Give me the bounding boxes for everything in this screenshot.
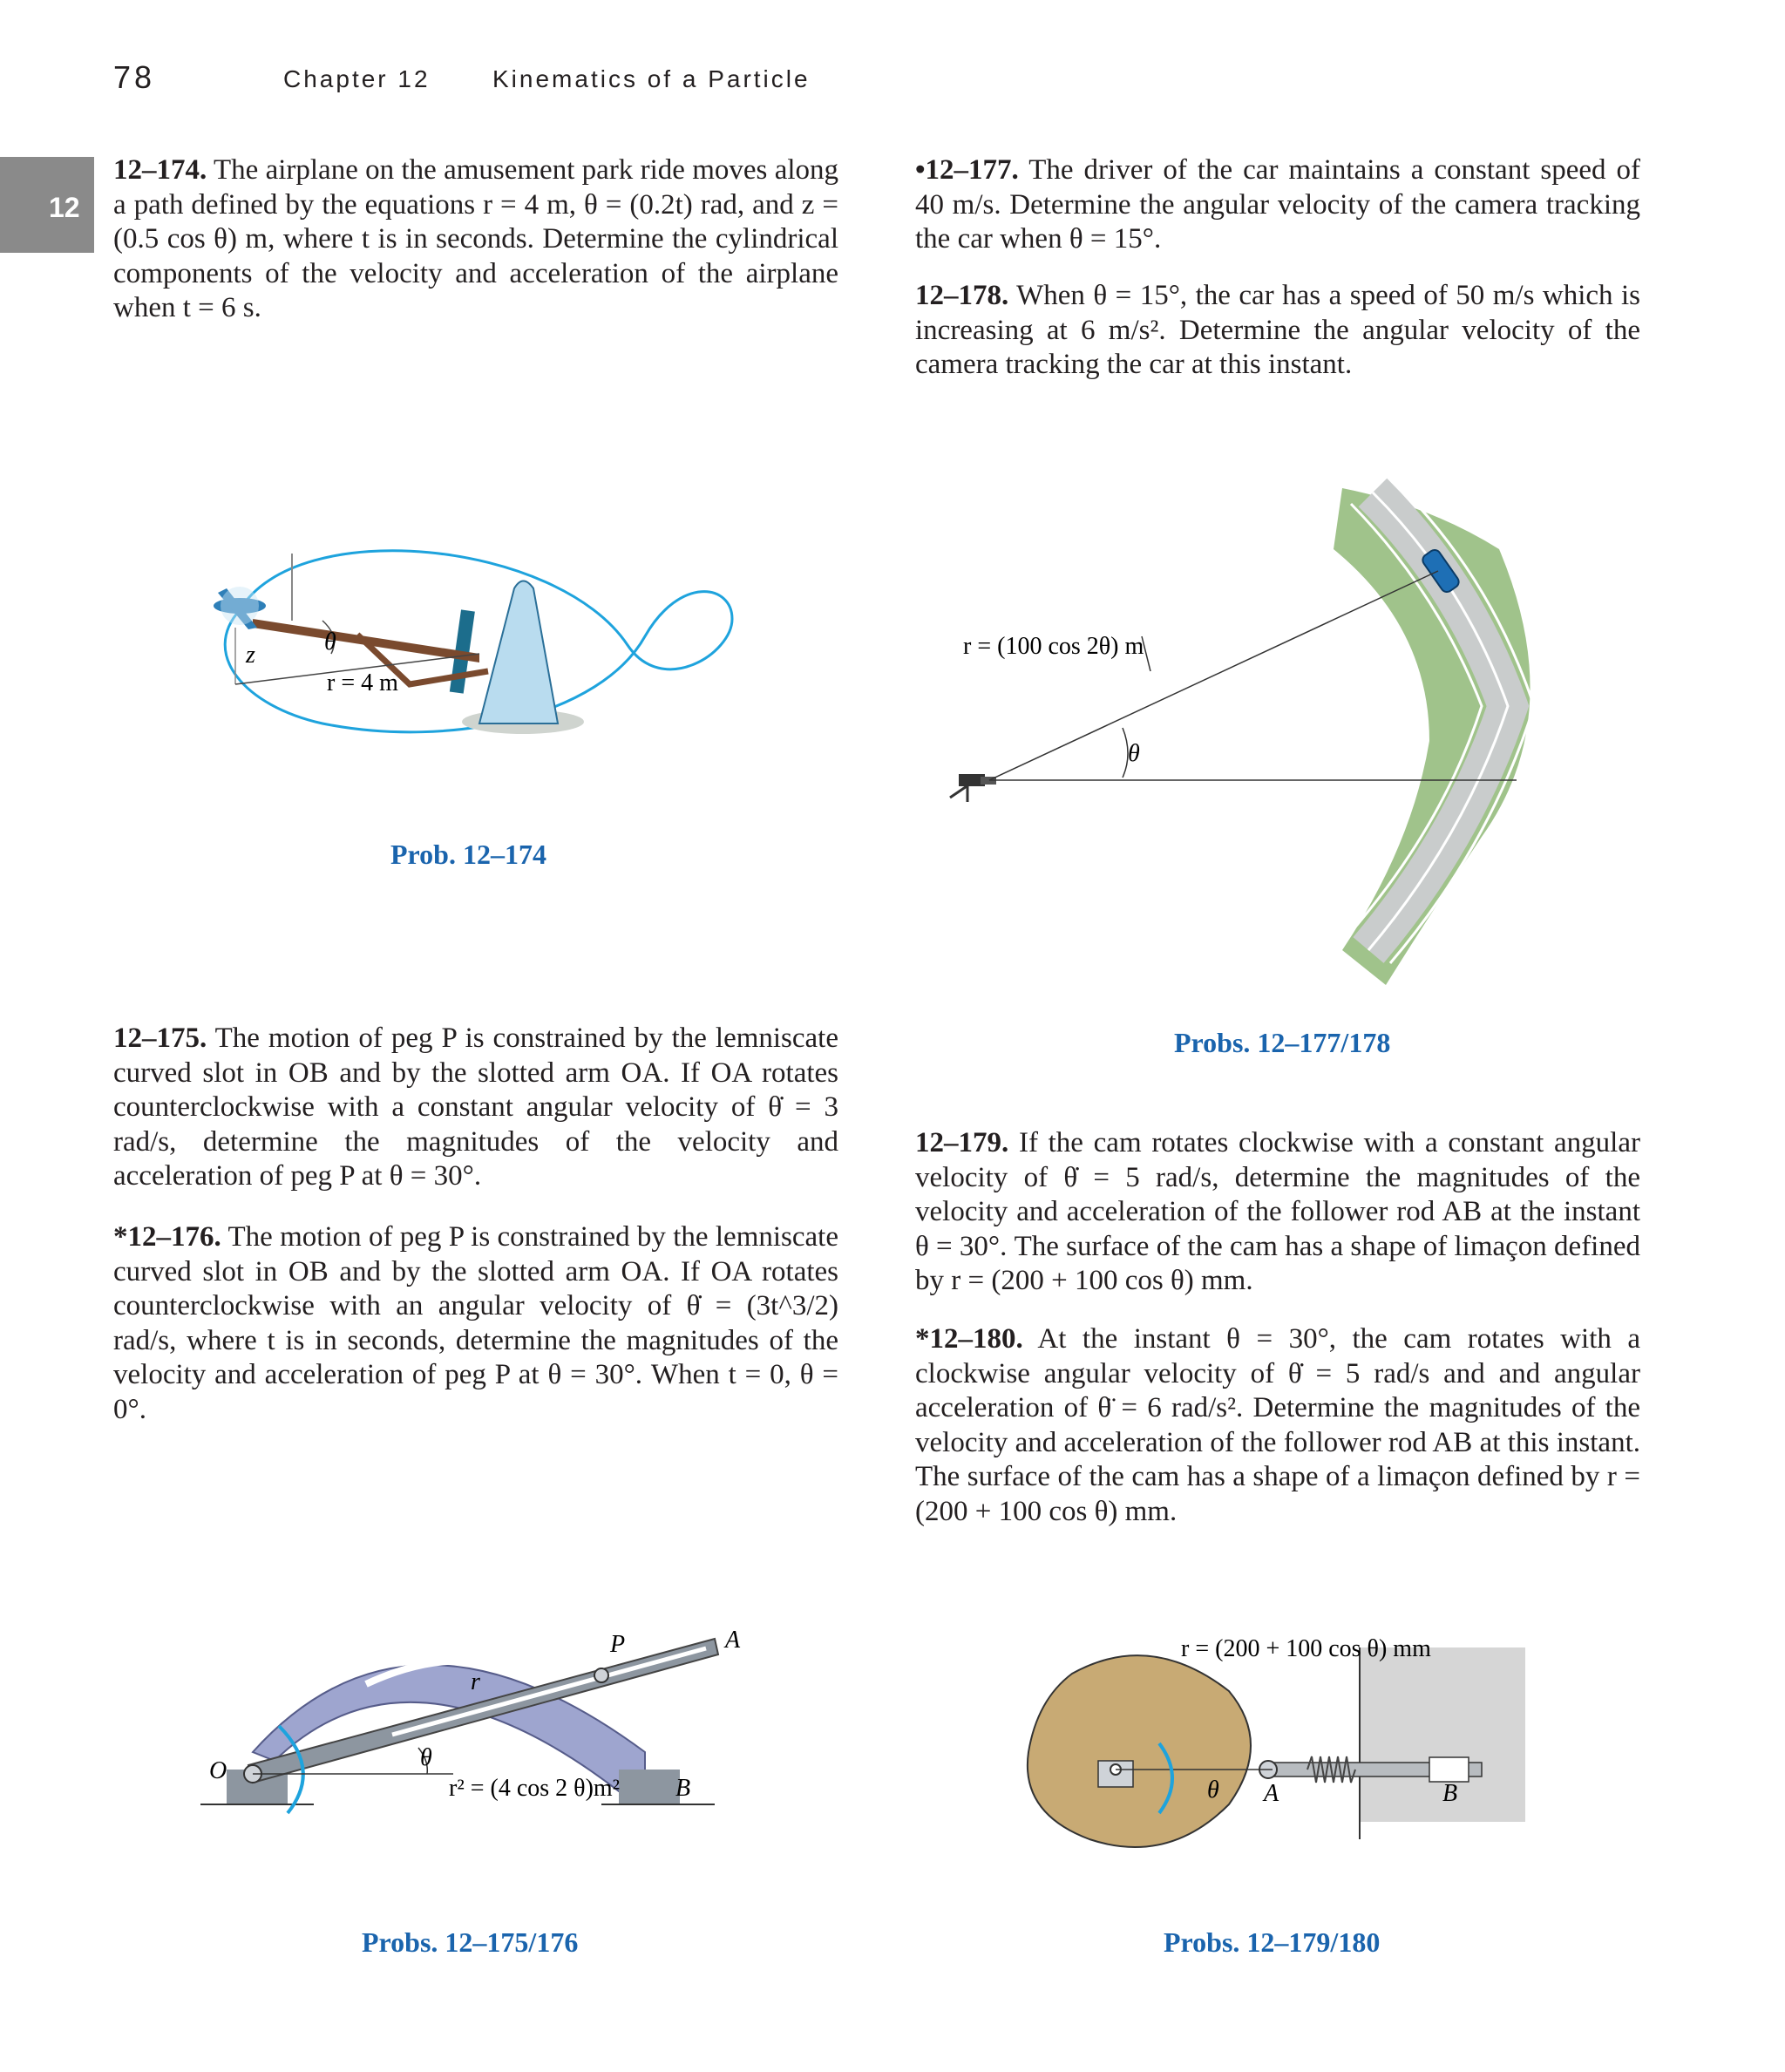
- label-B: B: [1442, 1780, 1458, 1807]
- label-A: A: [1264, 1780, 1279, 1807]
- problem-12-175: [113, 1022, 838, 1194]
- label-z: z: [246, 642, 255, 669]
- side-tab-number: 12: [49, 192, 80, 223]
- problem-text: The airplane on the amusement park ride moves along a path defined by the equations r = 4 m, θ = (0.2t) rad, and z = (0.5 cos θ) m, where t is in seconds. Determine the cylindrical components of the velocity and acceleration of the airplane when t = 6 s.: [113, 154, 839, 323]
- problem-text: If the cam rotates clockwise with a constant angular velocity of θ̇ = 5 rad/s, determine the magnitudes of the velocity and acceleration of the follower rod AB at the instant θ = 30°. The surface of the cam has a shape of limaçon defined by r = (200 + 100 cos θ) mm.: [915, 1127, 1640, 1296]
- label-theta: θ: [420, 1744, 432, 1771]
- chapter-side-tab: [0, 157, 94, 253]
- problem-number: 12–178.: [915, 280, 1009, 311]
- problem-number: *12–176.: [113, 1221, 221, 1253]
- problem-12-180: [915, 1322, 1640, 1529]
- problem-12-177: [915, 153, 1640, 257]
- caption-probs-12-179-180: Probs. 12–179/180: [1164, 1926, 1381, 1958]
- label-P: P: [610, 1631, 626, 1658]
- problem-text: At the instant θ = 30°, the cam rotates with a clockwise angular velocity of θ̇ = 5 rad/s and and angular acceleration of θ̈ = 6 rad/s². Determine the magnitudes of the velocity and acceleration of the follower rod AB at this instant. The surface of the cam has a shape of a limaçon defined by r = (200 + 100 cos θ) mm.: [915, 1323, 1640, 1527]
- problem-number: 12–179.: [915, 1127, 1009, 1158]
- label-r: r = 4 m: [327, 669, 398, 696]
- chapter-title: Kinematics of a Particle: [492, 65, 811, 92]
- label-O: O: [209, 1757, 227, 1784]
- label-theta: θ: [1207, 1776, 1219, 1804]
- caption-probs-12-177-178: Probs. 12–177/178: [1174, 1027, 1391, 1058]
- problem-12-178: [915, 279, 1640, 383]
- label-theta: θ: [324, 628, 336, 656]
- label-r: r = (200 + 100 cos θ) mm: [1181, 1635, 1431, 1662]
- peg-P: [594, 1668, 608, 1682]
- caption-prob-12-174: Prob. 12–174: [390, 839, 546, 870]
- caption-probs-12-175-176: Probs. 12–175/176: [362, 1926, 579, 1958]
- figure-airplane-ride: [192, 523, 750, 758]
- spring: [1307, 1756, 1355, 1783]
- cam: [1028, 1655, 1251, 1847]
- problem-number: 12–174.: [113, 154, 207, 186]
- label-equation: r² = (4 cos 2 θ)m²: [449, 1775, 621, 1802]
- figure-car-camera: [941, 453, 1604, 994]
- label-r: r = (100 cos 2θ) m: [963, 633, 1144, 660]
- label-theta: θ: [1128, 740, 1140, 767]
- problem-text: The driver of the car maintains a constant speed of 40 m/s. Determine the angular velocity of the camera tracking the car when θ = 15°.: [915, 154, 1641, 255]
- problem-text: The motion of peg P is constrained by the lemniscate curved slot in OB and by the slotted arm OA. If OA rotates counterclockwise with a constant angular velocity of θ̇ = 3 rad/s, determine the magnitudes of the velocity and acceleration of peg P at θ = 30°.: [113, 1022, 839, 1192]
- problem-text: The motion of peg P is constrained by the lemniscate curved slot in OB and by the slotted arm OA. If OA rotates counterclockwise with an angular velocity of θ̇ = (3t^3/2) rad/s, where t is in seconds, determine the magnitudes of the velocity and acceleration of peg P at θ = 30°. When t = 0, θ = 0°.: [113, 1221, 838, 1425]
- problem-text: When θ = 15°, the car has a speed of 50 m/s which is increasing at 6 m/s². Determine the angular velocity of the camera tracking the car at this instant.: [915, 280, 1641, 380]
- problem-12-176: [113, 1220, 838, 1427]
- problem-12-174: [113, 153, 838, 326]
- ride-tower: [479, 581, 558, 724]
- chapter-label: Chapter 12: [283, 65, 431, 92]
- page-number: 78: [113, 59, 156, 95]
- label-A: A: [725, 1627, 741, 1654]
- airplane-path-curve: [225, 551, 732, 732]
- label-B: B: [675, 1775, 691, 1802]
- camera-icon: [950, 774, 996, 802]
- figure-cam-follower: [1011, 1630, 1543, 1883]
- problem-number: *12–180.: [915, 1323, 1023, 1355]
- label-r: r: [471, 1668, 480, 1695]
- problem-number: •12–177.: [915, 154, 1019, 186]
- figure-lemniscate-slot: [192, 1621, 750, 1822]
- problem-12-179: [915, 1126, 1640, 1299]
- problem-number: 12–175.: [113, 1022, 207, 1054]
- base-B: [619, 1770, 680, 1804]
